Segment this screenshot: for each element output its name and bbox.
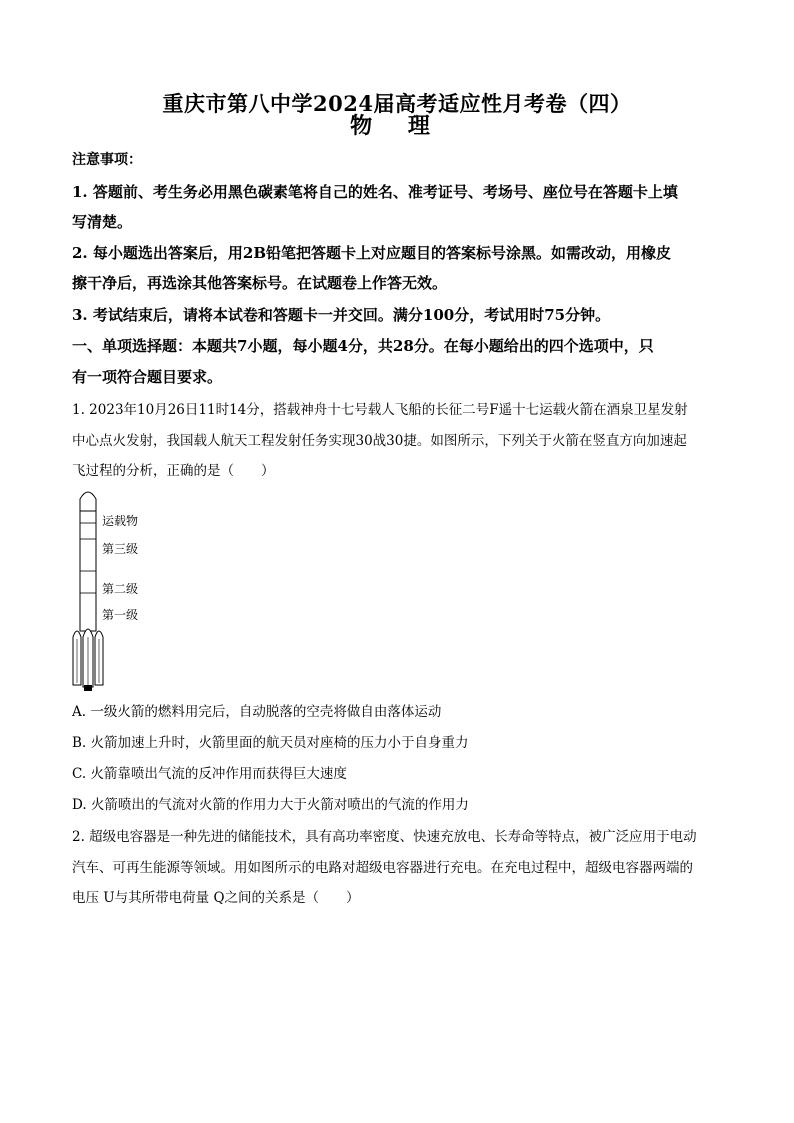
notice-line: 2. 每小题选出答案后，用2B铅笔把答题卡上对应题目的答案标号涂黑。如需改动，用橡皮 bbox=[72, 244, 672, 262]
exam-subject: 物 理 bbox=[350, 113, 444, 139]
notice-heading: 注意事项： bbox=[72, 152, 142, 168]
figure-label-stage-three: 第三级 bbox=[102, 542, 139, 556]
option-a: A. 一级火箭的燃料用完后，自动脱落的空壳将做自由落体运动 bbox=[72, 704, 442, 720]
exam-title: 重庆市第八中学2024届高考适应性月考卷（四） bbox=[162, 91, 632, 116]
figure-label-stage-one: 第一级 bbox=[102, 608, 139, 622]
figure-label-payload: 运载物 bbox=[102, 514, 139, 528]
figure-label-stage-two: 第二级 bbox=[102, 582, 139, 596]
question-1-stem: 1. 2023年10月26日11时14分，搭载神舟十七号载人飞船的长征二号F遥十七运载火箭在酒泉卫星发射 bbox=[72, 402, 688, 418]
option-d: D. 火箭喷出的气流对火箭的作用力大于火箭对喷出的气流的作用力 bbox=[72, 797, 469, 813]
question-2-stem: 2. 超级电容器是一种先进的储能技术，具有高功率密度、快速充放电、长寿命等特点，被广泛应用于电动 bbox=[72, 829, 697, 845]
notice-line: 擦干净后，再选涂其他答案标号。在试题卷上作答无效。 bbox=[72, 274, 448, 292]
notice-line: 3. 考试结束后，请将本试卷和答题卡一并交回。满分100分，考试用时75分钟。 bbox=[72, 306, 611, 324]
question-1-stem: 飞过程的分析，正确的是（ ） bbox=[72, 463, 275, 479]
rocket-figure bbox=[72, 487, 162, 693]
question-1-stem: 中心点火发射，我国载人航天工程发射任务实现30战30捷。如图所示，下列关于火箭在竖直方向加速起 bbox=[72, 433, 687, 449]
question-2-stem: 汽车、可再生能源等领域。用如图所示的电路对超级电容器进行充电。在充电过程中，超级电容器两端的 bbox=[72, 860, 693, 876]
option-b: B. 火箭加速上升时，火箭里面的航天员对座椅的压力小于自身重力 bbox=[72, 735, 469, 751]
section-heading: 有一项符合题目要求。 bbox=[72, 368, 223, 386]
section-heading: 一、单项选择题：本题共7小题，每小题4分，共28分。在每小题给出的四个选项中，只 bbox=[72, 337, 654, 355]
notice-line: 写清楚。 bbox=[72, 213, 133, 231]
question-2-stem: 电压 U与其所带电荷量 Q之间的关系是（ ） bbox=[72, 890, 360, 906]
notice-line: 1. 答题前、考生务必用黑色碳素笔将自己的姓名、准考证号、考场号、座位号在答题卡上填 bbox=[72, 183, 678, 201]
option-c: C. 火箭靠喷出气流的反冲作用而获得巨大速度 bbox=[72, 766, 347, 782]
